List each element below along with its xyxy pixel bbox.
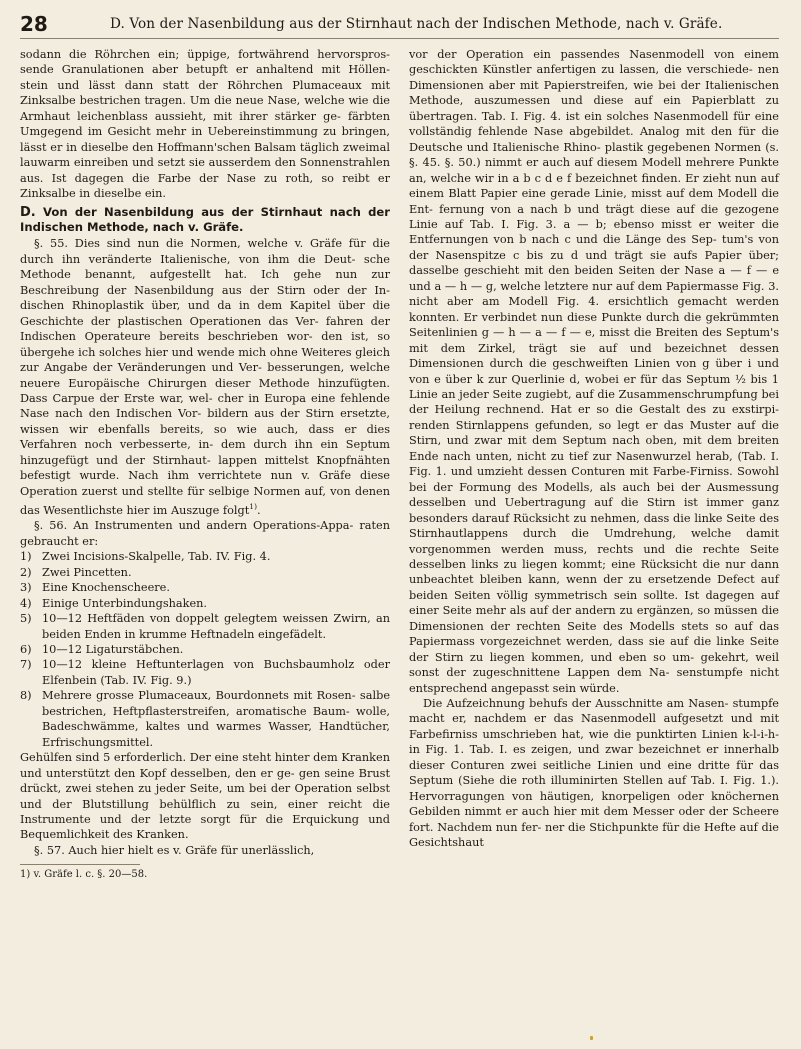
item-text: 10—12 Ligaturstäbchen. [42, 642, 184, 656]
assistants-paragraph: Gehülfen sind 5 erforderlich. Der eine steht hinter dem Kranken und unterstützt den Kopf desselben, den er ge- gen seine Brust drückt, zwei stehen zu jeder Seite, um bei der Operation selbst und der Blutstillung behülflich zu sein, einer reicht die Instrumente und der letzte sorgt für die Erquickung und Bequemlichkeit des Kranken. [20, 751, 390, 842]
list-item [20, 596, 390, 611]
paragraph-57: §. 57. Auch hier hielt es v. Gräfe für unerlässlich, [34, 843, 315, 857]
paper-speck [590, 1036, 593, 1040]
paragraph-incisions: Die Aufzeichnung behufs der Ausschnitte am Nasen- stumpfe macht er, nachdem er das Nasenmodell aufgesetzt und mit Farbefirniss umschrieben hat, wie die punktirten Linien k-l-i-h- in Fig. 1. Tab. I. es zeigen, und zwar bezeichnet er innerhalb dieser Conturen zwei seitliche Linien und eine dritte für das Septum (Siehe die roth illuminirten Stellen auf Tab. I. Fig. 1.). Hervorragungen von häutigen, knorpeligen oder knöchernen Gebilden nimmt er auch hier mit dem Messer oder der Scheere fort. Nachdem nun fer- ner die Stichpunkte für die Hefte auf die Gesichtshaut [409, 697, 779, 850]
instrument-list [20, 549, 390, 750]
page-number: 28 [20, 12, 48, 36]
item-number: 4) [20, 596, 32, 610]
item-number: 8) [20, 689, 32, 703]
item-text: Zwei Pincetten. [42, 565, 132, 579]
paragraph-55: §. 55. Dies sind nun die Normen, welche v. Gräfe für die durch ihn veränderte Italienische, von ihm die Deut- sche Methode benannt, aufgestellt hat. Ich gehe nun zur Beschreibung der Nasenbildung aus der Stirn oder der In- dischen Rhinoplastik über, und da in dem Kapitel über die Geschichte der plastischen Operationen das Ver- fahren der Indischen Operateure bereits beschrieben wor- den ist, so übergehe ich solches hier und wende mich ohne Weiteres gleich zur Angabe der Veränderungen und Ver- besserungen, welche neuere Europäische Chirurgen dieser Methode hinzufügten. Dass Carpue der Erste war, wel- cher in Europa eine fehlende Nase nach den Indischen Vor- bildern aus der Stirn ersetzte, wissen wir ebenfalls bereits, so wie auch, dass er dies Verfahren noch verbesserte, in- dem durch ihn ein Septum hinzugefügt und der Stirnhaut- lappen mittelst Knopfnähten befestigt wurde. Nach ihm verrichtete nun v. Gräfe diese Operation zuerst und stellte für selbige Normen auf, von denen das Wesentlichste hier im Auszuge folgt$^{1)}$. [20, 237, 390, 517]
running-title: D. Von der Nasenbildung aus der Stirnhaut nach der Indischen Methode, nach v. Gräfe. [110, 16, 723, 32]
list-item [20, 642, 390, 657]
item-number: 7) [20, 658, 32, 672]
left-column [20, 47, 390, 883]
item-text: Eine Knochenscheere. [42, 581, 170, 595]
paragraph-56-intro: §. 56. An Instrumenten und andern Operations-Appa- raten gebraucht er: [20, 519, 390, 548]
list-item [20, 657, 390, 688]
list-item [20, 688, 390, 750]
footnote-mark: 1) [249, 502, 257, 512]
list-item [20, 565, 390, 580]
paragraph-55-text: §. 55. Dies sind nun die Normen, welche v. Gräfe für die durch ihn veränderte Italienische, von ihm die Deut- sche Methode benannt, aufgestellt hat. Ich gehe nun zur Beschreibung der Nasenbildung aus der Stirn oder der In- dischen Rhinoplastik über, und da in dem Kapitel über die Geschichte der plastischen Operationen das Ver- fahren der Indischen Operateure bereits beschrieben wor- den ist, so übergehe ich solches hier und wende mich ohne Weiteres gleich zur Angabe der Veränderungen und Ver- besserungen, welche neuere Europäische Chirurgen dieser Methode hinzufügten. Dass Carpue der Erste war, wel- cher in Europa eine fehlende Nase nach den Indischen Vor- bildern aus der Stirn ersetzte, wissen wir ebenfalls bereits, so wie auch, dass er dies Verfahren noch verbesserte, in- dem durch ihn ein Septum hinzugefügt und der Stirnhaut- lappen mittelst Knopfnähten befestigt wurde. Nach ihm verrichtete nun v. Gräfe diese Operation zuerst und stellte für selbige Normen auf, von denen das Wesentlichste hier im Auszuge folgt [20, 237, 390, 517]
section-heading [20, 205, 390, 236]
running-header [20, 14, 779, 39]
list-item [20, 580, 390, 595]
item-text: Zwei Incisions-Skalpelle, Tab. IV. Fig. 4. [42, 550, 271, 564]
item-text: Einige Unterbindungshaken. [42, 596, 208, 610]
item-number: 6) [20, 642, 32, 656]
item-text: 10—12 Heftfäden von doppelt gelegtem weissen Zwirn, an beiden Enden in krumme Heftnadeln eingefädelt. [42, 612, 390, 641]
item-number: 3) [20, 581, 32, 595]
item-number: 1) [20, 550, 32, 564]
item-number: 2) [20, 565, 32, 579]
paragraph-model: vor der Operation ein passendes Nasenmodell von einem geschickten Künstler anfertigen zu lassen, die verschiede- nen Dimensionen aber mit Papierstreifen, wie bei der Italienischen Methode, auszumessen und diese auf ein Papierblatt zu übertragen. Tab. I. Fig. 4. ist ein solches Nasenmodell für eine vollständig fehlende Nase abgebildet. Analog mit den für die Deutsche und Italienische Rhino- plastik gegebenen Normen (s. §. 45. §. 50.) nimmt er auch auf diesem Modell mehrere Punkte an, welche wir in a b c d e f bezeichnet finden. Er zieht nun auf einem Blatt Papier eine gerade Linie, misst auf dem Modell die Ent- fernung von a nach b und trägt diese auf die gezogene Linie auf Tab. I. Fig. 3. a — b; ebenso misst er weiter die Entfernungen von b nach c und die Länge des Sep- tum's von der Nasenspitze c bis zu d und trägt sie aufs Papier über; dasselbe geschieht mit den beiden Seiten der Nase a — f — e und a — h — g, welche letztere nur auf dem Papiermasse Fig. 3. nicht aber am Modell Fig. 4. ersichtlich gemacht werden konnten. Er verbindet nun diese Punkte durch die gekrümmten Seitenlinien g — h — a — f — e, misst die Breiten des Septum's mit dem Zirkel, trägt sie auf und bezeichnet dessen Dimensionen durch die geschweiften Linien von g über i und von e über k zur Querlinie d, wobei er für das Septum ½ bis 1 Linie an jeder Seite zugiebt, auf die Zusammenschrumpfung bei der Heilung rechnend. Hat er so die Gestalt des zu exstirpi- renden Stirnlappens gefunden, so legt er das Muster auf die Stirn, und zwar mit dem Septum nach oben, mit dem breiten Ende nach unten, nicht zu tief zur Nasenwurzel herab, (Tab. I. Fig. 1. und umzieht dessen Conturen mit Farbe-Firniss. Sowohl bei der Formung des Modells, als auch bei der Ausmessung desselben und Uebertragung auf die Stirn ist immer ganz besonders darauf Rücksicht zu nehmen, dass die linke Seite des Stirnhautlappens durch die Umdrehung, welche damit vorgenommen werden muss, rechts und die rechte Seite desselben links zu liegen kommt; eine Rücksicht die nur dann unbeachtet bleiben kann, wenn der zu ersetzende Defect auf beiden Seiten völlig symmetrisch sein sollte. Ist dagegen auf einer Seite mehr als auf der andern zu ergänzen, so müssen die Dimensionen der rechten Seite des Modells stets so auf das Papiermass vorgezeichnet werden, dass sie auf die linke Seite der Stirn zu liegen kommen, und eben so um- gekehrt, weil sonst der zugeschnittene Lappen dem Na- senstumpfe nicht entsprechend angepasst sein würde. [409, 48, 779, 695]
item-text: Mehrere grosse Plumaceaux, Bourdonnets mit Rosen- salbe bestrichen, Heftpflasterstreifen, aromatische Baum- wolle, Badeschwämme, kaltes und warmes Wasser, Handtücher, Erfrischungsmittel. [42, 689, 390, 749]
intro-paragraph: sodann die Röhrchen ein; üppige, fortwährend hervorspros- sende Granulationen aber betupft er anhaltend mit Höllen- stein und lässt dann statt der Röhrchen Plumaceaux mit Zinksalbe bestrichen tragen. Um die neue Nase, welche wie die Armhaut leichenblass aussieht, mit ihrer stärker ge- färbten Umgegend im Gesicht mehr in Uebereinstimmung zu bringen, lässt er in dieselbe den Hoffmann'schen Balsam täglich zweimal lauwarm einreiben und setzt sie ausserdem den Sonnenstrahlen aus. Ist dagegen die Farbe der Nase zu roth, so reibt er Zinksalbe in dieselbe ein. [20, 48, 390, 201]
footnote: 1) v. Gräfe l. c. §. 20—58. [20, 869, 148, 881]
right-column [409, 47, 779, 883]
item-text: 10—12 kleine Heftunterlagen von Buchsbaumholz oder Elfenbein (Tab. IV. Fig. 9.) [42, 658, 390, 687]
text-columns [20, 47, 779, 883]
list-item [20, 549, 390, 564]
section-heading-text: Von der Nasenbildung aus der Stirnhaut nach der Indischen Methode, nach v. Gräfe. [20, 204, 390, 234]
list-item [20, 611, 390, 642]
item-number: 5) [20, 612, 32, 626]
section-letter: D. [20, 204, 36, 220]
